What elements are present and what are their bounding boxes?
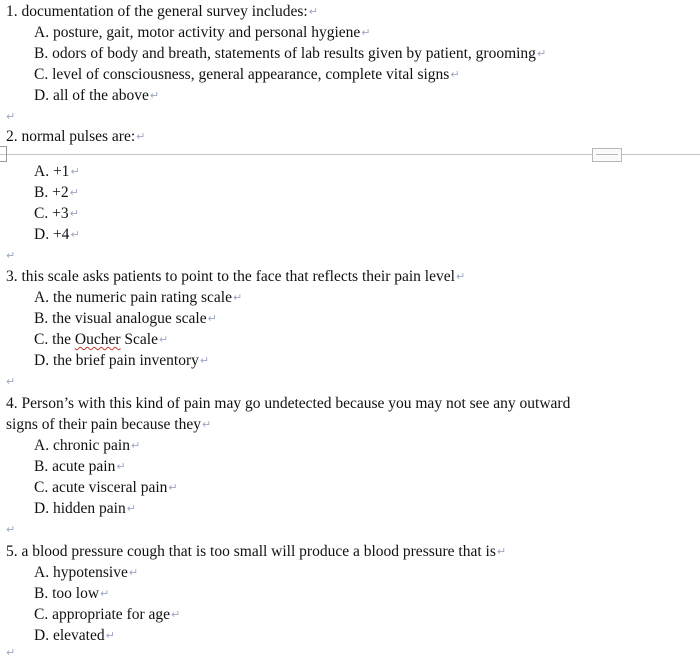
question-3-option-a: A. the numeric pain rating scale↵: [34, 289, 243, 306]
question-3-option-b: B. the visual analogue scale↵: [34, 310, 217, 327]
question-3-option-d: D. the brief pain inventory↵: [34, 352, 210, 369]
question-5-option-d: D. elevated↵: [34, 627, 115, 644]
question-4-stem-line-2: signs of their pain because they↵: [6, 416, 212, 433]
question-5-option-c: C. appropriate for age↵: [34, 606, 181, 623]
question-1-option-b: B. odors of body and breath, statements of lab results given by patient, grooming↵: [34, 45, 547, 62]
page-break-handle[interactable]: [592, 148, 622, 162]
question-4-stem-line-1: 4. Person’s with this kind of pain may go undetected because you may not see any outward: [6, 395, 571, 412]
question-2-option-d: D. +4↵: [34, 226, 80, 243]
question-2-stem: 2. normal pulses are:↵: [6, 128, 146, 145]
spelling-error-word: Oucher: [74, 331, 121, 348]
margin-marker: [0, 146, 7, 162]
question-3-stem: 3. this scale asks patients to point to the face that reflects their pain level↵: [6, 268, 466, 285]
question-2-option-b: B. +2↵: [34, 184, 79, 201]
question-5-option-a: A. hypotensive↵: [34, 564, 139, 581]
question-1-option-a: A. posture, gait, motor activity and personal hygiene↵: [34, 24, 371, 41]
question-1-option-c: C. level of consciousness, general appearance, complete vital signs↵: [34, 66, 460, 83]
question-5-option-b: B. too low↵: [34, 585, 110, 602]
question-4-option-c: C. acute visceral pain↵: [34, 479, 178, 496]
question-4-option-d: D. hidden pain↵: [34, 500, 136, 517]
question-1-option-d: D. all of the above↵: [34, 87, 160, 104]
question-4-option-b: B. acute pain↵: [34, 458, 126, 475]
question-1-stem: 1. documentation of the general survey includes:↵: [6, 3, 318, 20]
empty-paragraph-mark: ↵: [6, 110, 16, 123]
empty-paragraph-mark: ↵: [6, 375, 16, 388]
question-2-option-c: C. +3↵: [34, 205, 79, 222]
empty-paragraph-mark: ↵: [6, 523, 16, 536]
question-5-stem: 5. a blood pressure cough that is too small will produce a blood pressure that is↵: [6, 543, 507, 560]
question-3-option-c: C. the Oucher Scale↵: [34, 331, 169, 348]
empty-paragraph-mark: ↵: [6, 249, 16, 262]
empty-paragraph-mark: ↵: [6, 646, 16, 659]
question-2-option-a: A. +1↵: [34, 163, 80, 180]
question-4-option-a: A. chronic pain↵: [34, 437, 141, 454]
